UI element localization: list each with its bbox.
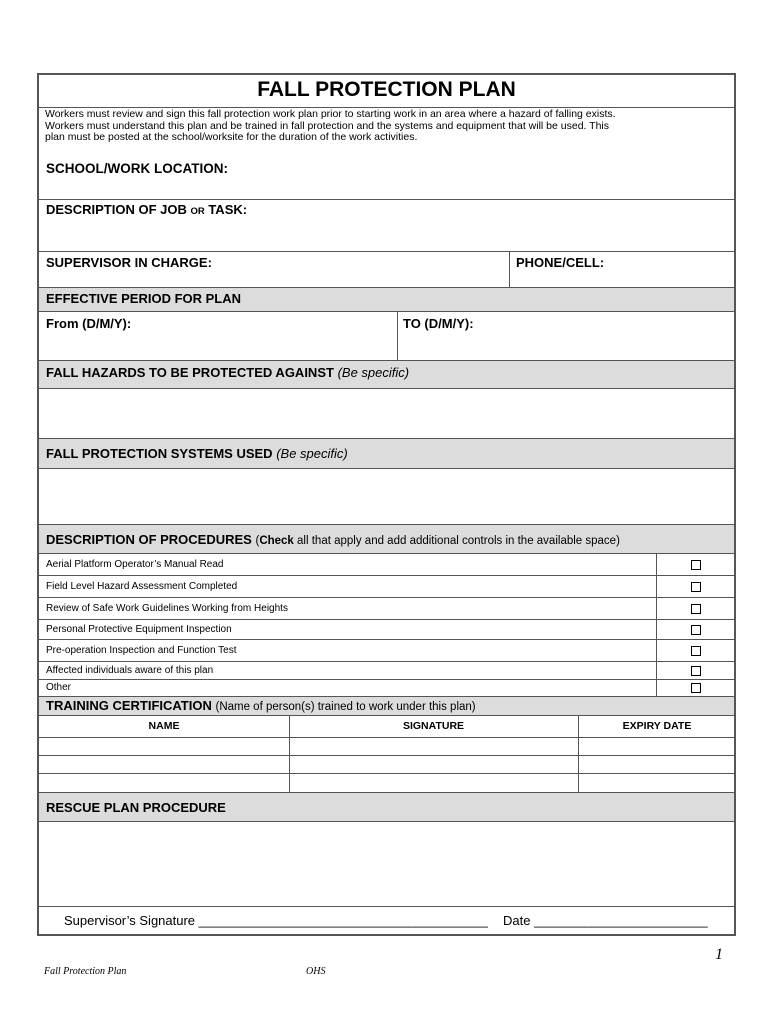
protection-systems-label [46,446,348,461]
effective-period-label: EFFECTIVE PERIOD FOR PLAN [46,291,242,306]
procedure-checkbox[interactable] [691,560,701,570]
job-description-label-or: OR [190,206,205,217]
job-description-field[interactable] [39,200,734,252]
protection-systems-field[interactable] [39,469,734,525]
divider [397,312,398,360]
footer-department: OHS [306,966,326,977]
signature-date-line[interactable]: Date ________________________ [503,913,708,928]
period-dates-row [39,312,734,361]
column-header-name: NAME [148,720,180,732]
column-header-expiry: EXPIRY DATE [622,720,692,732]
procedure-checkbox[interactable] [691,666,701,676]
procedure-label: Aerial Platform Operator’s Manual Read [46,559,224,570]
procedure-item [39,554,734,576]
procedure-item [39,620,734,640]
fall-hazards-field[interactable] [39,389,734,439]
procedure-checkbox[interactable] [691,683,701,693]
procedure-label: Other [46,682,72,693]
school-location-label: SCHOOL/WORK LOCATION: [46,161,228,176]
procedure-checkbox[interactable] [691,604,701,614]
procedure-item [39,680,734,697]
form-title: FALL PROTECTION PLAN [257,78,516,101]
procedure-label: Review of Safe Work Guidelines Working from Heights [46,603,288,614]
procedure-label: Personal Protective Equipment Inspection [46,624,232,635]
procedure-item [39,576,734,598]
intro-line: plan must be posted at the school/worksite for the duration of the work activities. [45,131,418,143]
effective-period-header [39,288,734,312]
procedures-list [39,554,734,697]
supervisor-label: SUPERVISOR IN CHARGE: [46,255,212,270]
procedure-label: Pre-operation Inspection and Function Test [46,645,237,656]
procedure-label: Field Level Hazard Assessment Completed [46,581,238,592]
title-row [39,75,734,108]
job-description-label [46,202,247,217]
procedure-checkbox[interactable] [691,625,701,635]
procedures-label [46,532,620,547]
procedure-label: Affected individuals aware of this plan [46,665,214,676]
to-date-label: TO (D/M/Y): [403,316,474,331]
job-description-label-a: DESCRIPTION OF JOB [46,202,191,217]
training-note: (Name of person(s) trained to work under this plan) [215,701,476,713]
supervisor-signature-line[interactable]: Supervisor’s Signature ________________________________________ [64,913,488,928]
procedure-item [39,598,734,620]
procedure-checkbox[interactable] [691,646,701,656]
column-header-signature: SIGNATURE [402,720,465,732]
procedures-note-rest: all that apply and add additional controls in the available space) [293,535,620,547]
divider [509,252,510,287]
fall-hazards-title: FALL HAZARDS TO BE PROTECTED AGAINST [46,365,338,380]
school-location-field[interactable] [39,155,734,200]
from-date-label: From (D/M/Y): [46,316,132,331]
procedure-item [39,662,734,680]
protection-systems-note: (Be specific) [276,446,348,461]
phone-label: PHONE/CELL: [516,255,605,270]
training-title: TRAINING CERTIFICATION [46,698,216,713]
fall-hazards-note: (Be specific) [337,365,410,380]
protection-systems-header [39,439,734,469]
training-row[interactable] [39,774,734,793]
procedures-note-open: ( [255,535,260,547]
fall-hazards-header [39,361,734,389]
intro-line: Workers must review and sign this fall protection work plan prior to starting work in an area where a hazard of falling exists. [45,108,616,120]
fall-hazards-label [46,365,409,380]
training-table [39,716,734,793]
training-label [46,698,476,713]
rescue-plan-header [39,793,734,822]
fall-protection-form [37,73,736,936]
procedure-item [39,640,734,662]
training-row[interactable] [39,756,734,774]
procedures-title: DESCRIPTION OF PROCEDURES [46,532,256,547]
training-table-header [39,716,734,738]
rescue-plan-field[interactable] [39,822,734,907]
rescue-plan-label: RESCUE PLAN PROCEDURE [46,800,226,815]
training-row[interactable] [39,738,734,756]
training-header [39,697,734,716]
intro-row [39,108,734,155]
procedure-checkbox[interactable] [691,582,701,592]
procedures-note-check: Check [259,535,294,547]
page-number: 1 [715,946,723,963]
supervisor-row [39,252,734,288]
intro-text [39,108,734,144]
job-description-label-b: TASK: [204,202,248,217]
signature-row [39,907,734,936]
protection-systems-title: FALL PROTECTION SYSTEMS USED [46,446,277,461]
procedures-header [39,525,734,554]
intro-line: Workers must understand this plan and be trained in fall protection and the systems and equipment that will be used. This [45,119,610,132]
footer-document-name: Fall Protection Plan [44,966,127,977]
procedures-note [255,535,619,547]
